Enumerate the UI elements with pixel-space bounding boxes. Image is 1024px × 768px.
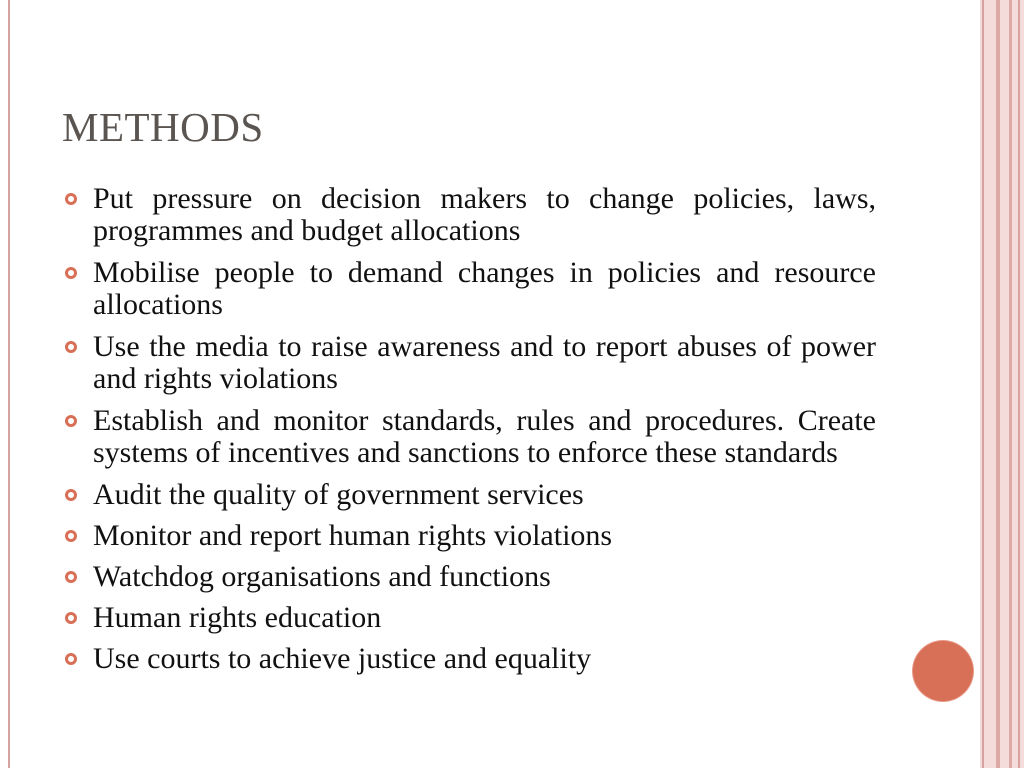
right-stripe	[996, 0, 1000, 768]
hollow-circle-bullet-icon	[65, 267, 77, 279]
hollow-circle-bullet-icon	[65, 193, 77, 205]
bullet-item	[64, 331, 876, 395]
bullet-text: Mobilise people to demand changes in policies and resource allocations	[93, 256, 876, 321]
orange-circle-decoration	[913, 641, 973, 701]
hollow-circle-bullet-icon	[65, 571, 77, 583]
right-stripe	[1009, 0, 1012, 768]
bullet-item	[64, 520, 876, 552]
hollow-circle-bullet-icon	[65, 612, 77, 624]
right-stripe	[1018, 0, 1020, 768]
hollow-circle-bullet-icon	[65, 341, 77, 353]
bullet-item	[64, 257, 876, 321]
left-border-line	[8, 0, 10, 768]
bullet-item	[64, 602, 876, 634]
slide-title: METHODS	[62, 104, 264, 150]
bullet-item	[64, 479, 876, 511]
bullet-list	[64, 183, 876, 684]
bullet-text: Establish and monitor standards, rules and procedures. Create systems of incentives and sanctions to enforce these standards	[93, 404, 876, 469]
hollow-circle-bullet-icon	[65, 530, 77, 542]
hollow-circle-bullet-icon	[65, 489, 77, 501]
bullet-item	[64, 183, 876, 247]
bullet-item	[64, 405, 876, 469]
bullet-text: Use the media to raise awareness and to report abuses of power and rights violations	[93, 330, 876, 395]
right-stripe	[982, 0, 984, 768]
hollow-circle-bullet-icon	[65, 653, 77, 665]
bullet-item	[64, 561, 876, 593]
bullet-text: Human rights education	[93, 601, 382, 634]
bullet-text: Monitor and report human rights violations	[93, 519, 613, 552]
bullet-text: Put pressure on decision makers to change policies, laws, programmes and budget allocations	[93, 182, 876, 247]
bullet-text: Watchdog organisations and functions	[93, 560, 551, 593]
bullet-text: Use courts to achieve justice and equality	[93, 642, 592, 675]
hollow-circle-bullet-icon	[65, 415, 77, 427]
bullet-text: Audit the quality of government services	[93, 478, 584, 511]
bullet-item	[64, 643, 876, 675]
